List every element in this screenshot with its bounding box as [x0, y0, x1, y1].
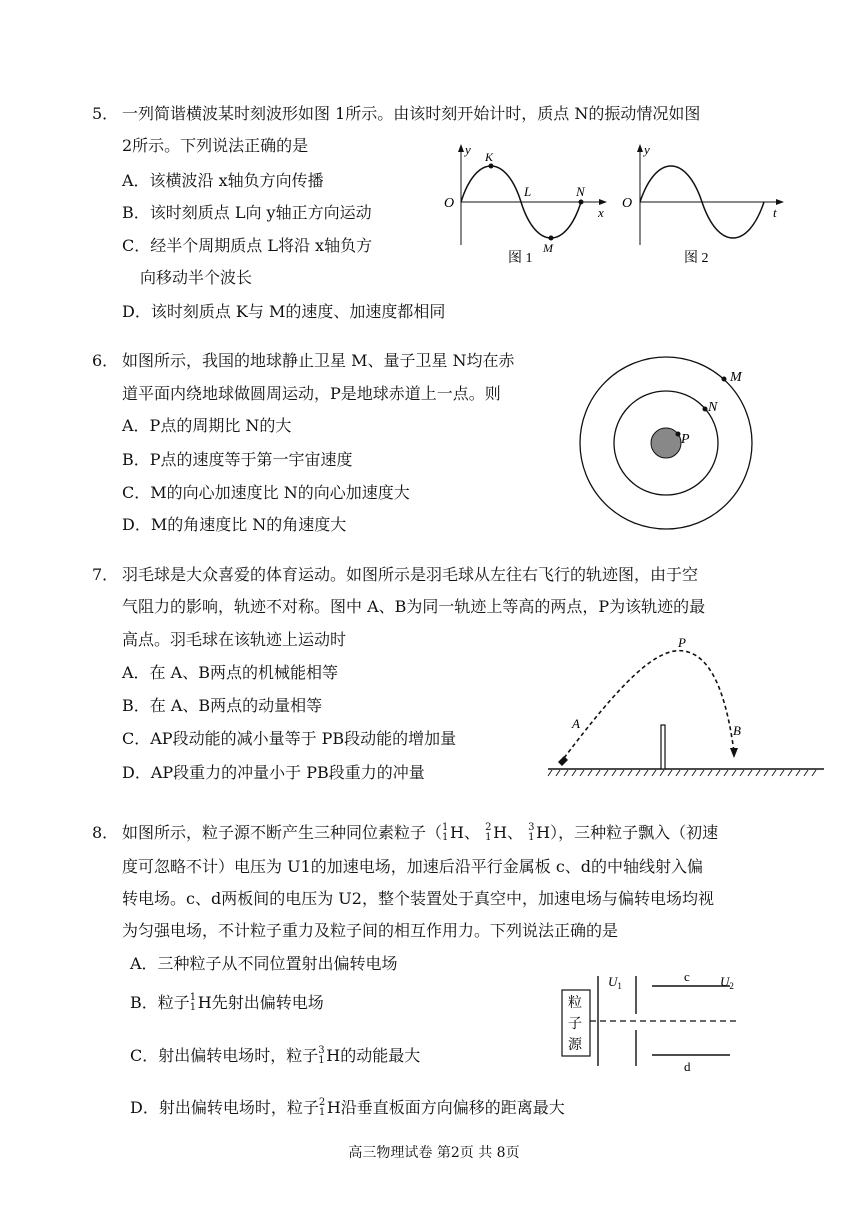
- isotope-h3: 3 1: [318, 1045, 325, 1066]
- q6-label-n: N: [708, 400, 718, 415]
- q7-stem-line1: 羽毛球是大众喜爱的体育运动。如图所示是羽毛球从左往右飞行的轨迹图，由于空: [122, 565, 699, 584]
- q6-option-b: B．P点的速度等于第一宇宙速度: [122, 450, 353, 469]
- q6-stem-line1: 如图所示，我国的地球静止卫星 M、量子卫星 N均在赤: [122, 351, 515, 370]
- fig2-caption: 图 2: [684, 251, 709, 266]
- q7-label-b: B: [733, 723, 741, 738]
- q7-stem-line2: 气阻力的影响，轨迹不对称。图中 A、B为同一轨迹上等高的两点，P为该轨迹的最: [122, 597, 706, 616]
- isotope-h2: 2 1: [318, 1097, 326, 1118]
- q8-stem-part-c: H、: [493, 823, 524, 842]
- q8-number: 8．: [92, 823, 119, 842]
- q8-option-d: D．射出偏转电场时，粒子 2 1 H沿垂直板面方向偏移的距离最大: [130, 1097, 565, 1118]
- q7-stem-line3: 高点。羽毛球在该轨迹上运动时: [122, 630, 347, 649]
- q8-stem-part-b: H、: [450, 823, 480, 842]
- q8-option-a: A．三种粒子从不同位置射出偏转电场: [130, 954, 398, 973]
- q8-stem-part-d: H），三种粒子飘入（初速: [536, 823, 719, 842]
- q8-stem-line2: 度可忽略不计）电压为 U1的加速电场，加速后沿平行金属板 c、d的中轴线射入偏: [122, 857, 704, 876]
- fig2-y-label: y: [644, 142, 650, 157]
- q6-label-p: P: [681, 432, 690, 447]
- q5-figure-1-wave: [436, 140, 606, 270]
- q5-number: 5．: [92, 104, 119, 123]
- q5-option-d: D．该时刻质点 K与 M的速度、加速度都相同: [122, 302, 446, 321]
- fig1-l-label: L: [524, 184, 532, 199]
- fig1-y-label: y: [465, 142, 471, 157]
- q7-trajectory-figure: [548, 632, 828, 782]
- isotope-h1-prefix: 1 1: [442, 822, 449, 843]
- q6-number: 6．: [92, 351, 119, 370]
- q8-option-b: B．粒子 1 1 H先射出偏转电场: [130, 992, 324, 1013]
- fig1-x-label: x: [598, 205, 604, 220]
- q7-option-a: A．在 A、B两点的机械能相等: [122, 663, 338, 682]
- q8-source-char-2: 子: [568, 1017, 582, 1032]
- q8-deflection-figure: [560, 970, 780, 1080]
- q6-option-d: D．M的角速度比 N的角速度大: [122, 515, 347, 534]
- q6-option-c: C．M的向心加速度比 N的向心加速度大: [122, 483, 410, 502]
- q6-label-m: M: [730, 370, 742, 385]
- q8-d-label: d: [684, 1059, 691, 1074]
- fig1-k-label: K: [485, 150, 494, 164]
- fig2-t-label: t: [773, 205, 777, 220]
- q8-option-c: C．射出偏转电场时，粒子 3 1 H的动能最大: [130, 1045, 421, 1066]
- fig1-n-label: N: [576, 184, 585, 199]
- page-footer: 高三物理试卷 第2页 共 8页: [348, 1145, 520, 1161]
- q5-option-c: C．经半个周期质点 L将沿 x轴负方: [122, 236, 373, 255]
- q5-figure-2-vibration: [618, 140, 788, 270]
- isotope-h2-prefix: 2 1: [485, 822, 492, 843]
- q6-stem-line2: 道平面内绕地球做圆周运动，P是地球赤道上一点。则: [122, 384, 501, 403]
- q7-label-p: P: [678, 635, 686, 650]
- q8-stem-line4: 为匀强电场，不计粒子重力及粒子间的相互作用力。下列说法正确的是: [122, 921, 619, 940]
- q8-u2-label: $U_2$: [720, 974, 734, 991]
- q5-stem-line2: 2所示。下列说法正确的是: [122, 136, 309, 155]
- q6-orbit-figure: [577, 352, 757, 532]
- q8-source-char-1: 粒: [568, 996, 582, 1011]
- q7-label-a: A: [572, 716, 580, 731]
- q8-source-char-3: 源: [568, 1038, 582, 1053]
- q7-option-c: C．AP段动能的减小量等于 PB段动能的增加量: [122, 729, 457, 748]
- q5-stem-line1: 一列简谐横波某时刻波形如图 1所示。由该时刻开始计时，质点 N的振动情况如图: [122, 104, 701, 123]
- q8-c-label: c: [684, 969, 690, 984]
- q5-option-c-cont: 向移动半个波长: [140, 268, 253, 287]
- q8-stem-line3: 转电场。c、d两板间的电压为 U2，整个装置处于真空中，加速电场与偏转电场均视: [122, 889, 714, 908]
- q8-u1-label: $U_1$: [608, 974, 622, 991]
- q8-stem-line1: [122, 823, 718, 843]
- isotope-h3-prefix: 3 1: [528, 822, 535, 843]
- q7-option-b: B．在 A、B两点的动量相等: [122, 696, 323, 715]
- fig1-m-label: M: [543, 241, 553, 255]
- q7-number: 7．: [92, 565, 119, 584]
- isotope-h1: 1 1: [189, 992, 197, 1013]
- fig1-origin: O: [444, 196, 455, 211]
- fig2-origin: O: [622, 196, 633, 211]
- q8-stem-part-a: 如图所示，粒子源不断产生三种同位素粒子（: [122, 823, 443, 842]
- q7-option-d: D．AP段重力的冲量小于 PB段重力的冲量: [122, 763, 425, 782]
- q5-option-a: A．该横波沿 x轴负方向传播: [122, 171, 324, 190]
- q6-option-a: A．P点的周期比 N的大: [122, 416, 292, 435]
- fig1-caption: 图 1: [508, 251, 533, 266]
- q5-option-b: B．该时刻质点 L向 y轴正方向运动: [122, 203, 372, 222]
